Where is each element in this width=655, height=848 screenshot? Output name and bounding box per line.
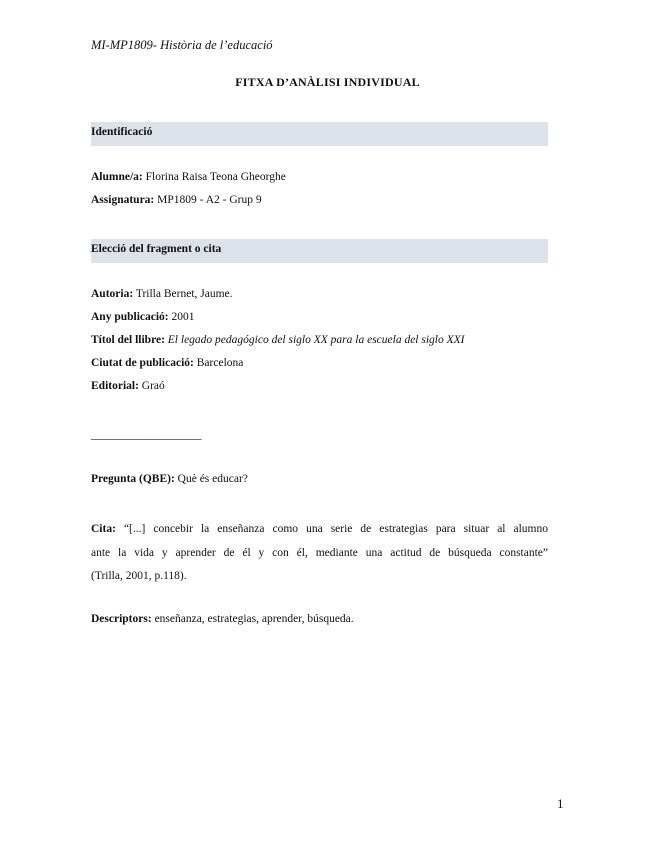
quote-block	[91, 518, 548, 589]
book-title-value: El legado pedagógico del siglo XX para la escuela del siglo XXI	[167, 334, 465, 346]
quote-label: Cita:	[91, 523, 116, 535]
author-label: Autoria:	[91, 288, 134, 300]
course-header: MI-MP1809- Història de l’educació	[91, 38, 273, 52]
student-value: Florina Raisa Teona Gheorghe	[145, 171, 286, 183]
year-field	[91, 311, 195, 323]
subject-value: MP1809 - A2 - Grup 9	[157, 194, 262, 206]
quote-line-3: (Trilla, 2001, p.118).	[91, 570, 187, 582]
page-number: 1	[557, 796, 564, 811]
student-field	[91, 171, 286, 183]
section-fragment-heading: Elecció del fragment o cita	[91, 243, 222, 255]
book-title-label: Títol del llibre:	[91, 334, 165, 346]
year-label: Any publicació:	[91, 311, 169, 323]
section-identification	[91, 122, 548, 146]
quote-text-1: “[...] concebir la enseñanza como una serie de estrategias para situar al alumno	[123, 523, 548, 535]
subject-field	[91, 194, 262, 206]
book-title-field	[91, 334, 465, 346]
publisher-field	[91, 380, 165, 392]
question-field	[91, 473, 248, 485]
city-field	[91, 357, 243, 369]
student-label: Alumne/a:	[91, 171, 143, 183]
section-fragment	[91, 239, 548, 263]
descriptors-field	[91, 613, 354, 625]
question-value: Què és educar?	[177, 473, 248, 485]
separator-line: ——————————	[91, 433, 201, 445]
author-value: Trilla Bernet, Jaume.	[135, 288, 233, 300]
question-label: Pregunta (QBE):	[91, 473, 175, 485]
publisher-value: Graó	[141, 380, 165, 392]
subject-label: Assignatura:	[91, 194, 155, 206]
quote-line-2: ante la vida y aprender de él y con él, mediante una actitud de búsqueda constante”	[91, 546, 548, 559]
author-field	[91, 288, 233, 300]
publisher-label: Editorial:	[91, 380, 139, 392]
city-label: Ciutat de publicació:	[91, 357, 194, 369]
descriptors-label: Descriptors:	[91, 613, 152, 625]
document-title: FITXA D’ANÀLISI INDIVIDUAL	[235, 75, 420, 89]
year-value: 2001	[171, 311, 195, 323]
quote-line-1	[91, 518, 548, 542]
section-identification-heading: Identificació	[91, 126, 153, 138]
descriptors-value: enseñanza, estrategias, aprender, búsqueda.	[154, 613, 354, 625]
city-value: Barcelona	[196, 357, 244, 369]
